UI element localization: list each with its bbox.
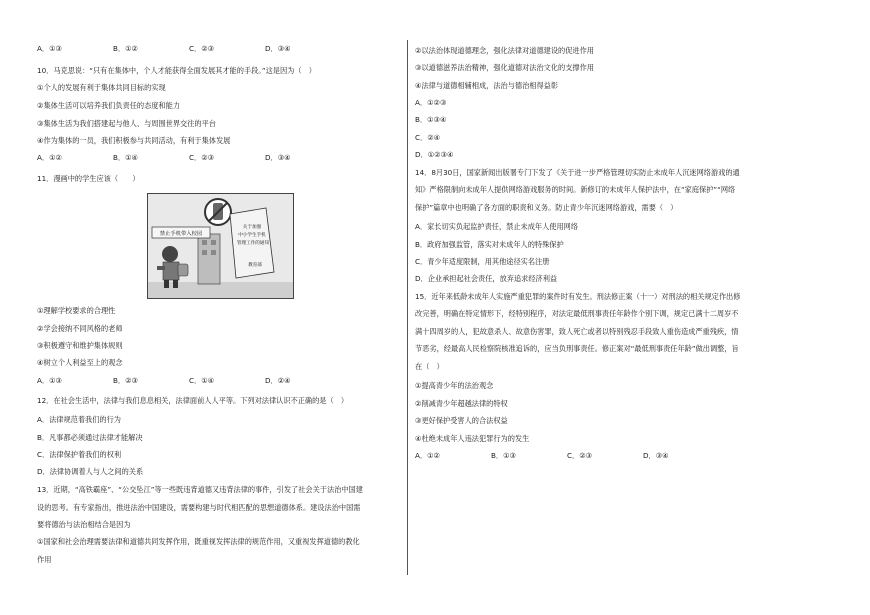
q10-item-1: ①个人的发展有利于集体共同目标的实现	[37, 83, 166, 92]
q13-item-1-line-2: 作用	[37, 555, 52, 564]
q13-stem-line-2: 设的思考。有专家指出，推进法治中国建设，需要构建与时代相匹配的思想道德体系。建设法治中国需	[37, 503, 361, 512]
q13-stem-line-1: 13．近期，“高铁霸座”、“公交坠江”等一些既违背道德又违背法律的事件，引发了社会关于法治中国建	[37, 485, 363, 494]
q15-item-4: ④杜绝未成年人违法犯罪行为的发生	[415, 434, 530, 443]
q11-item-3: ③积极遵守和维护集体规则	[37, 341, 123, 350]
q15-option-c: C．②③	[567, 451, 593, 460]
q13-item-2: ②以法治体现道德理念，强化法律对道德建设的促进作用	[415, 46, 594, 55]
q13-option-b: B．①③④	[415, 115, 447, 124]
cartoon-notice-line-3: 管理工作的通知	[236, 241, 270, 246]
q15-stem-line-3: 满十四周岁的人，犯故意杀人、故意伤害罪，致人死亡或者以特别残忍手段致人重伤造成严重残疾，情	[415, 327, 739, 336]
q11-option-c: C．①④	[189, 376, 215, 385]
q14-option-d: D．企业承担起社会责任，放弃追求经济利益	[415, 274, 558, 283]
q14-option-c: C．青少年适度限制，用其他途径实名注册	[415, 257, 550, 266]
q10-stem: 10．马克思说：“只有在集体中，个人才能获得全面发展其才能的手段。”这是因为（ ）	[37, 66, 316, 75]
q10-option-a: A．①②	[37, 153, 62, 162]
q15-option-a: A．①②	[415, 451, 440, 460]
q14-stem-line-3: 保护”篇章中也明确了各方面的职责和义务。防止青少年沉迷网络游戏，需要（ ）	[415, 203, 678, 212]
q11-item-1: ①理解学校要求的合理性	[37, 306, 116, 315]
q15-option-d: D．③④	[643, 451, 669, 460]
q13-item-4: ④法律与道德相辅相成，法治与德治相得益彰	[415, 81, 559, 90]
q12-option-b: B．凡事都必须通过法律才能解决	[37, 433, 143, 442]
q15-stem-line-4: 节恶劣，经最高人民检察院核准追诉的，应当负刑事责任。修正案对“最低刑事责任年龄”做出调整，旨	[415, 344, 739, 353]
q14-stem-line-1: 14．8月30日，国家新闻出版署专门下发了《关于进一步严格管理切实防止未成年人沉迷网络游戏的通	[415, 168, 740, 177]
q13-item-3: ③以道德滋养法治精神，强化道德对法治文化的支撑作用	[415, 63, 594, 72]
q11-option-a: A．①③	[37, 376, 62, 385]
q11-item-2: ②学会接纳不同风格的老师	[37, 324, 123, 333]
q12-option-d: D．法律协调着人与人之间的关系	[37, 467, 144, 476]
q14-option-b: B．政府加强监管，落实对未成年人的特殊保护	[415, 240, 564, 249]
q9-option-a: A．①③	[37, 44, 62, 53]
q15-stem-line-2: 改完善，明确在特定情形下，经特别程序，对法定最低刑事责任年龄作个别下调，规定已满十二周岁不	[415, 309, 739, 318]
q15-option-b: B．①③	[491, 451, 517, 460]
q10-option-b: B．①④	[113, 153, 139, 162]
q14-option-a: A．家长切实负起监护责任，禁止未成年人使用网络	[415, 222, 579, 231]
q11-option-b: B．②③	[113, 376, 139, 385]
q11-cartoon	[147, 193, 294, 299]
cartoon-illustration	[148, 194, 293, 298]
q9-option-d: D．③④	[265, 44, 291, 53]
q13-stem-line-3: 要将德治与法治相结合是因为	[37, 520, 131, 529]
cartoon-notice-line-1: 关于加强	[242, 225, 262, 230]
q11-item-4: ④树立个人利益至上的观念	[37, 358, 123, 367]
column-divider	[407, 40, 408, 575]
q15-item-3: ③更好保护受害人的合法权益	[415, 416, 508, 425]
q11-stem: 11．漫画中的学生应该（ ）	[37, 174, 140, 183]
cartoon-notice-issuer: 教育部	[248, 263, 262, 268]
q11-options	[37, 376, 291, 385]
q13-item-1-line-1: ①国家和社会治理需要法律和道德共同发挥作用，既重视发挥法律的规范作用，又重视发挥道德的教化	[37, 537, 360, 546]
q9-option-c: C．②③	[189, 44, 215, 53]
q15-item-1: ①提高青少年的法治观念	[415, 381, 494, 390]
q15-stem-line-1: 15．近年来低龄未成年人实施严重犯罪的案件时有发生。刑法修正案（十一）对刑法的相关规定作出修	[415, 292, 741, 301]
q10-item-3: ③集体生活为我们搭建起与他人、与周围世界交往的平台	[37, 119, 216, 128]
cartoon-banner-text: 禁止手机带入校园	[159, 231, 203, 237]
q13-option-d: D．①②③④	[415, 150, 454, 159]
q10-option-c: C．②③	[189, 153, 215, 162]
q14-stem-line-2: 知》严格限制向未成年人提供网络游戏服务的时间。新修订的未成年人保护法中，在“家庭保护”“网络	[415, 185, 736, 194]
q10-item-2: ②集体生活可以培养我们负责任的态度和能力	[37, 101, 181, 110]
q13-option-a: A．①②③	[415, 98, 447, 107]
q10-option-d: D．③④	[265, 153, 291, 162]
q15-stem-line-5: 在（ ）	[415, 362, 444, 371]
q12-stem: 12．在社会生活中，法律与我们息息相关，法律面前人人平等。下列对法律认识不正确的是（ ）	[37, 396, 349, 405]
q9-options	[37, 44, 291, 53]
q10-options	[37, 153, 291, 162]
cartoon-notice-line-2: 中小学生手机	[238, 233, 266, 238]
q13-option-c: C．②④	[415, 133, 441, 142]
q12-option-a: A．法律规范着我们的行为	[37, 415, 121, 424]
q10-item-4: ④作为集体的一员，我们积极参与共同活动，有利于集体发展	[37, 136, 231, 145]
q15-options	[415, 451, 669, 460]
q9-option-b: B．①②	[113, 44, 139, 53]
q12-option-c: C．法律保护着我们的权利	[37, 450, 122, 459]
q15-item-2: ②削减青少年超越法律的特权	[415, 399, 508, 408]
q11-option-d: D．②④	[265, 376, 291, 385]
